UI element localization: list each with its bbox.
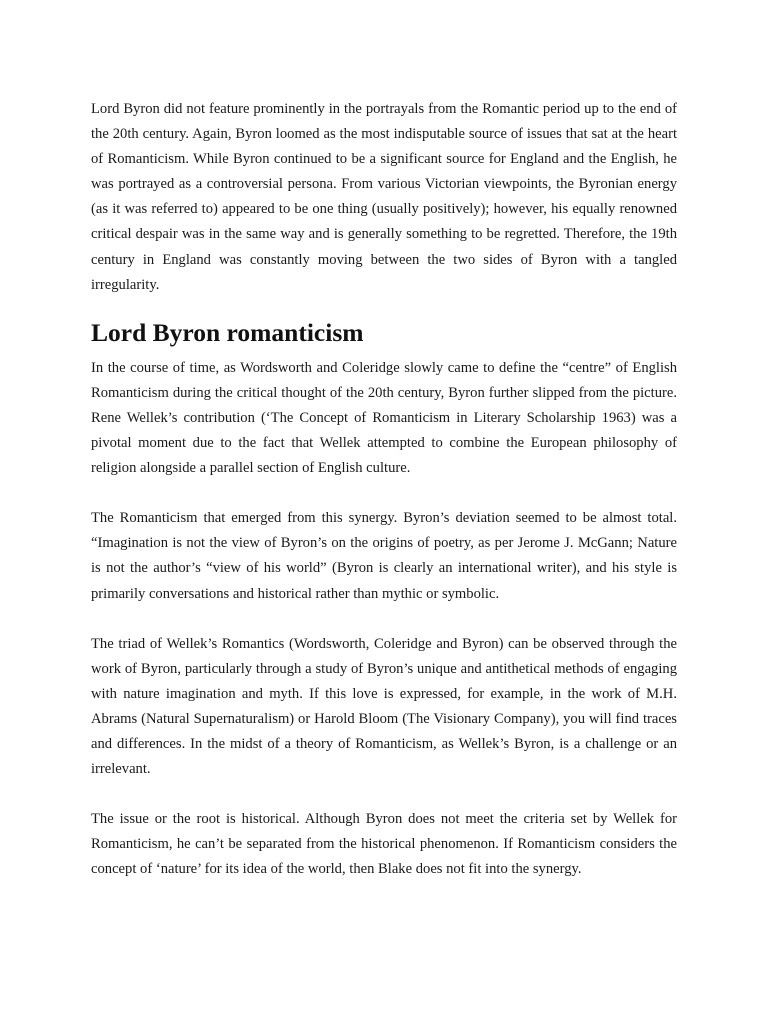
body-paragraph-1: In the course of time, as Wordsworth and Coleridge slowly came to define the “centre” of English Romanticism during the critical thought of the 20th century, Byron further slipped from the picture. Rene Wellek’s contribution (‘The Concept of Romanticism in Literary Scholarship 1963) was a pivotal moment due to the fact that Wellek attempted to combine the European philosophy of religion alongside a parallel section of English culture. xyxy=(91,359,677,477)
body-paragraph-4: The issue or the root is historical. Although Byron does not meet the criteria set by Wellek for Romanticism, he can’t be separated from the historical phenomenon. If Romanticism considers the concept of ‘nature’ for its idea of the world, then Blake does not fit into the synergy. xyxy=(91,811,677,878)
body-paragraph-2: The Romanticism that emerged from this synergy. Byron’s deviation seemed to be almost total. “Imagination is not the view of Byron’s on the origins of poetry, as per Jerome J. McGann; Nature is not the author’s “view of his world” (Byron is clearly an international writer), and his style is primarily conversations and historical rather than mythic or symbolic. xyxy=(91,510,677,602)
document-body xyxy=(91,97,677,882)
body-paragraph-3: The triad of Wellek’s Romantics (Wordsworth, Coleridge and Byron) can be observed through the work of Byron, particularly through a study of Byron’s unique and antithetical methods of engaging with nature imagination and myth. If this love is expressed, for example, in the work of M.H. Abrams (Natural Supernaturalism) or Harold Bloom (The Visionary Company), you will find traces and differences. In the midst of a theory of Romanticism, as Wellek’s Byron, is a challenge or an irrelevant. xyxy=(91,635,677,778)
section-heading: Lord Byron romanticism xyxy=(91,317,364,347)
intro-paragraph: Lord Byron did not feature prominently in the portrayals from the Romantic period up to the end of the 20th century. Again, Byron loomed as the most indisputable source of issues that sat at the heart of Romanticism. While Byron continued to be a significant source for England and the English, he was portrayed as a controversial persona. From various Victorian viewpoints, the Byronian energy (as it was referred to) appeared to be one thing (usually positively); however, his equally renowned critical despair was in the same way and is generally something to be regretted. Therefore, the 19th century in England was constantly moving between the two sides of Byron with a tangled irregularity. xyxy=(91,101,677,293)
